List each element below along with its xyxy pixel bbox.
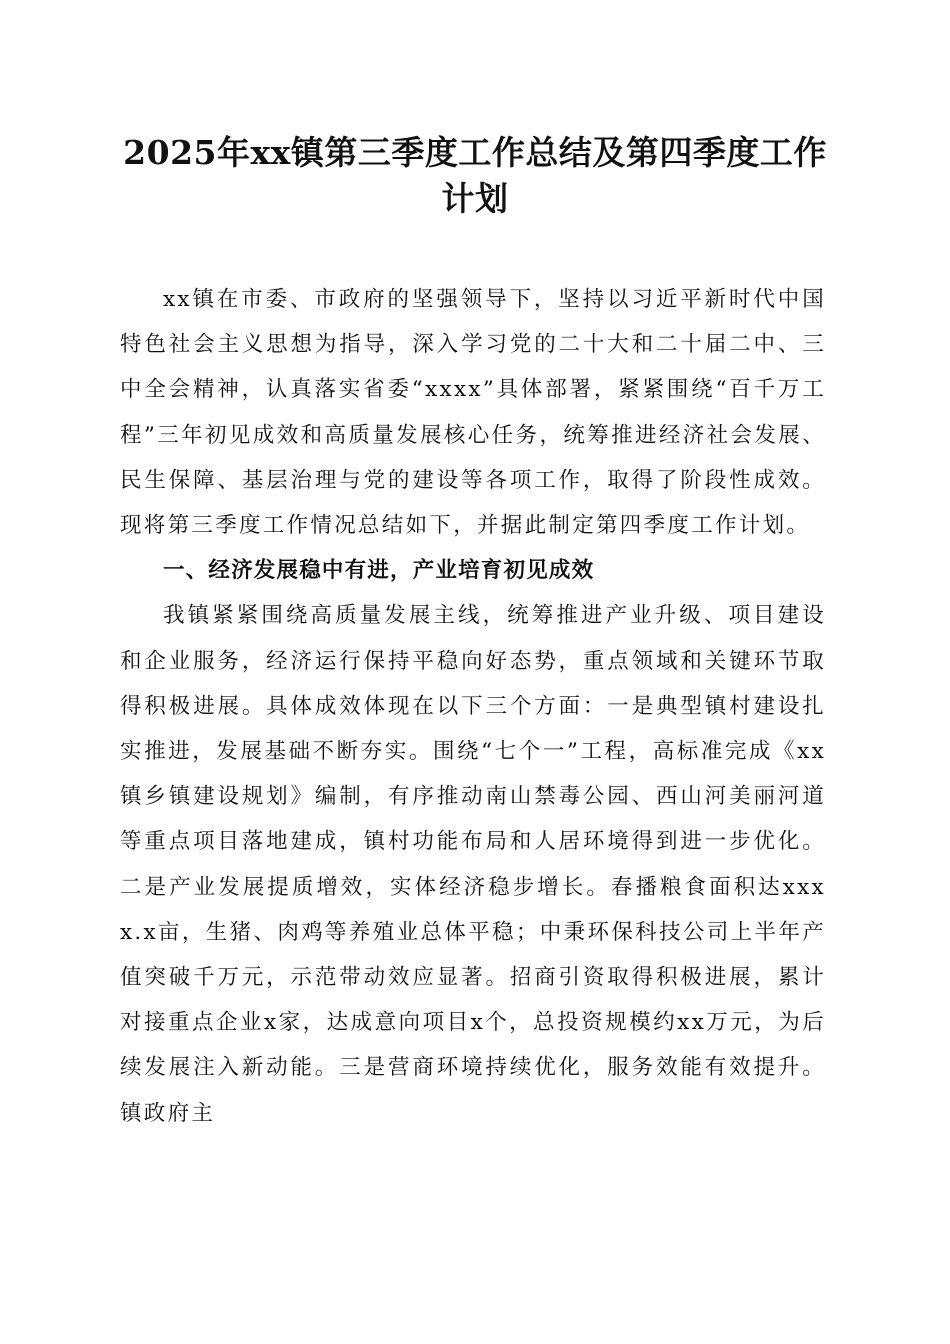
section-1-paragraph: 我镇紧紧围绕高质量发展主线，统筹推进产业升级、项目建设和企业服务，经济运行保持平稳向好态势，重点领域和关键环节取得积极进展。具体成效体现在以下三个方面：一是典型镇村建设扎实推进，发展基础不断夯实。围绕“七个一”工程，高标准完成《xx镇乡镇建设规划》编制，有序推动南山禁毒公园、西山河美丽河道等重点项目落地建成，镇村功能布局和人居环境得到进一步优化。二是产业发展提质增效，实体经济稳步增长。春播粮食面积达xxxx.x亩，生猪、肉鸡等养殖业总体平稳；中秉环保科技公司上半年产值突破千万元，示范带动效应显著。招商引资取得积极进展，累计对接重点企业x家，达成意向项目x个，总投资规模约xx万元，为后续发展注入新动能。三是营商环境持续优化，服务效能有效提升。镇政府主 [120,603,826,1126]
section-1-heading: 一、经济发展稳中有进，产业培育初见成效 [163,558,595,584]
document-title: 2025年xx镇第三季度工作总结及第四季度工作计划 [123,133,827,218]
intro-paragraph: xx镇在市委、市政府的坚强领导下，坚持以习近平新时代中国特色社会主义思想为指导，深入学习党的二十大和二十届二中、三中全会精神，认真落实省委“xxxx”具体部署，紧紧围绕“百千万工程”三年初见成效和高质量发展核心任务，统筹推进经济社会发展、民生保障、基层治理与党的建设等各项工作，取得了阶段性成效。现将第三季度工作情况总结如下，并据此制定第四季度工作计划。 [120,287,826,539]
document-body [120,277,826,1136]
